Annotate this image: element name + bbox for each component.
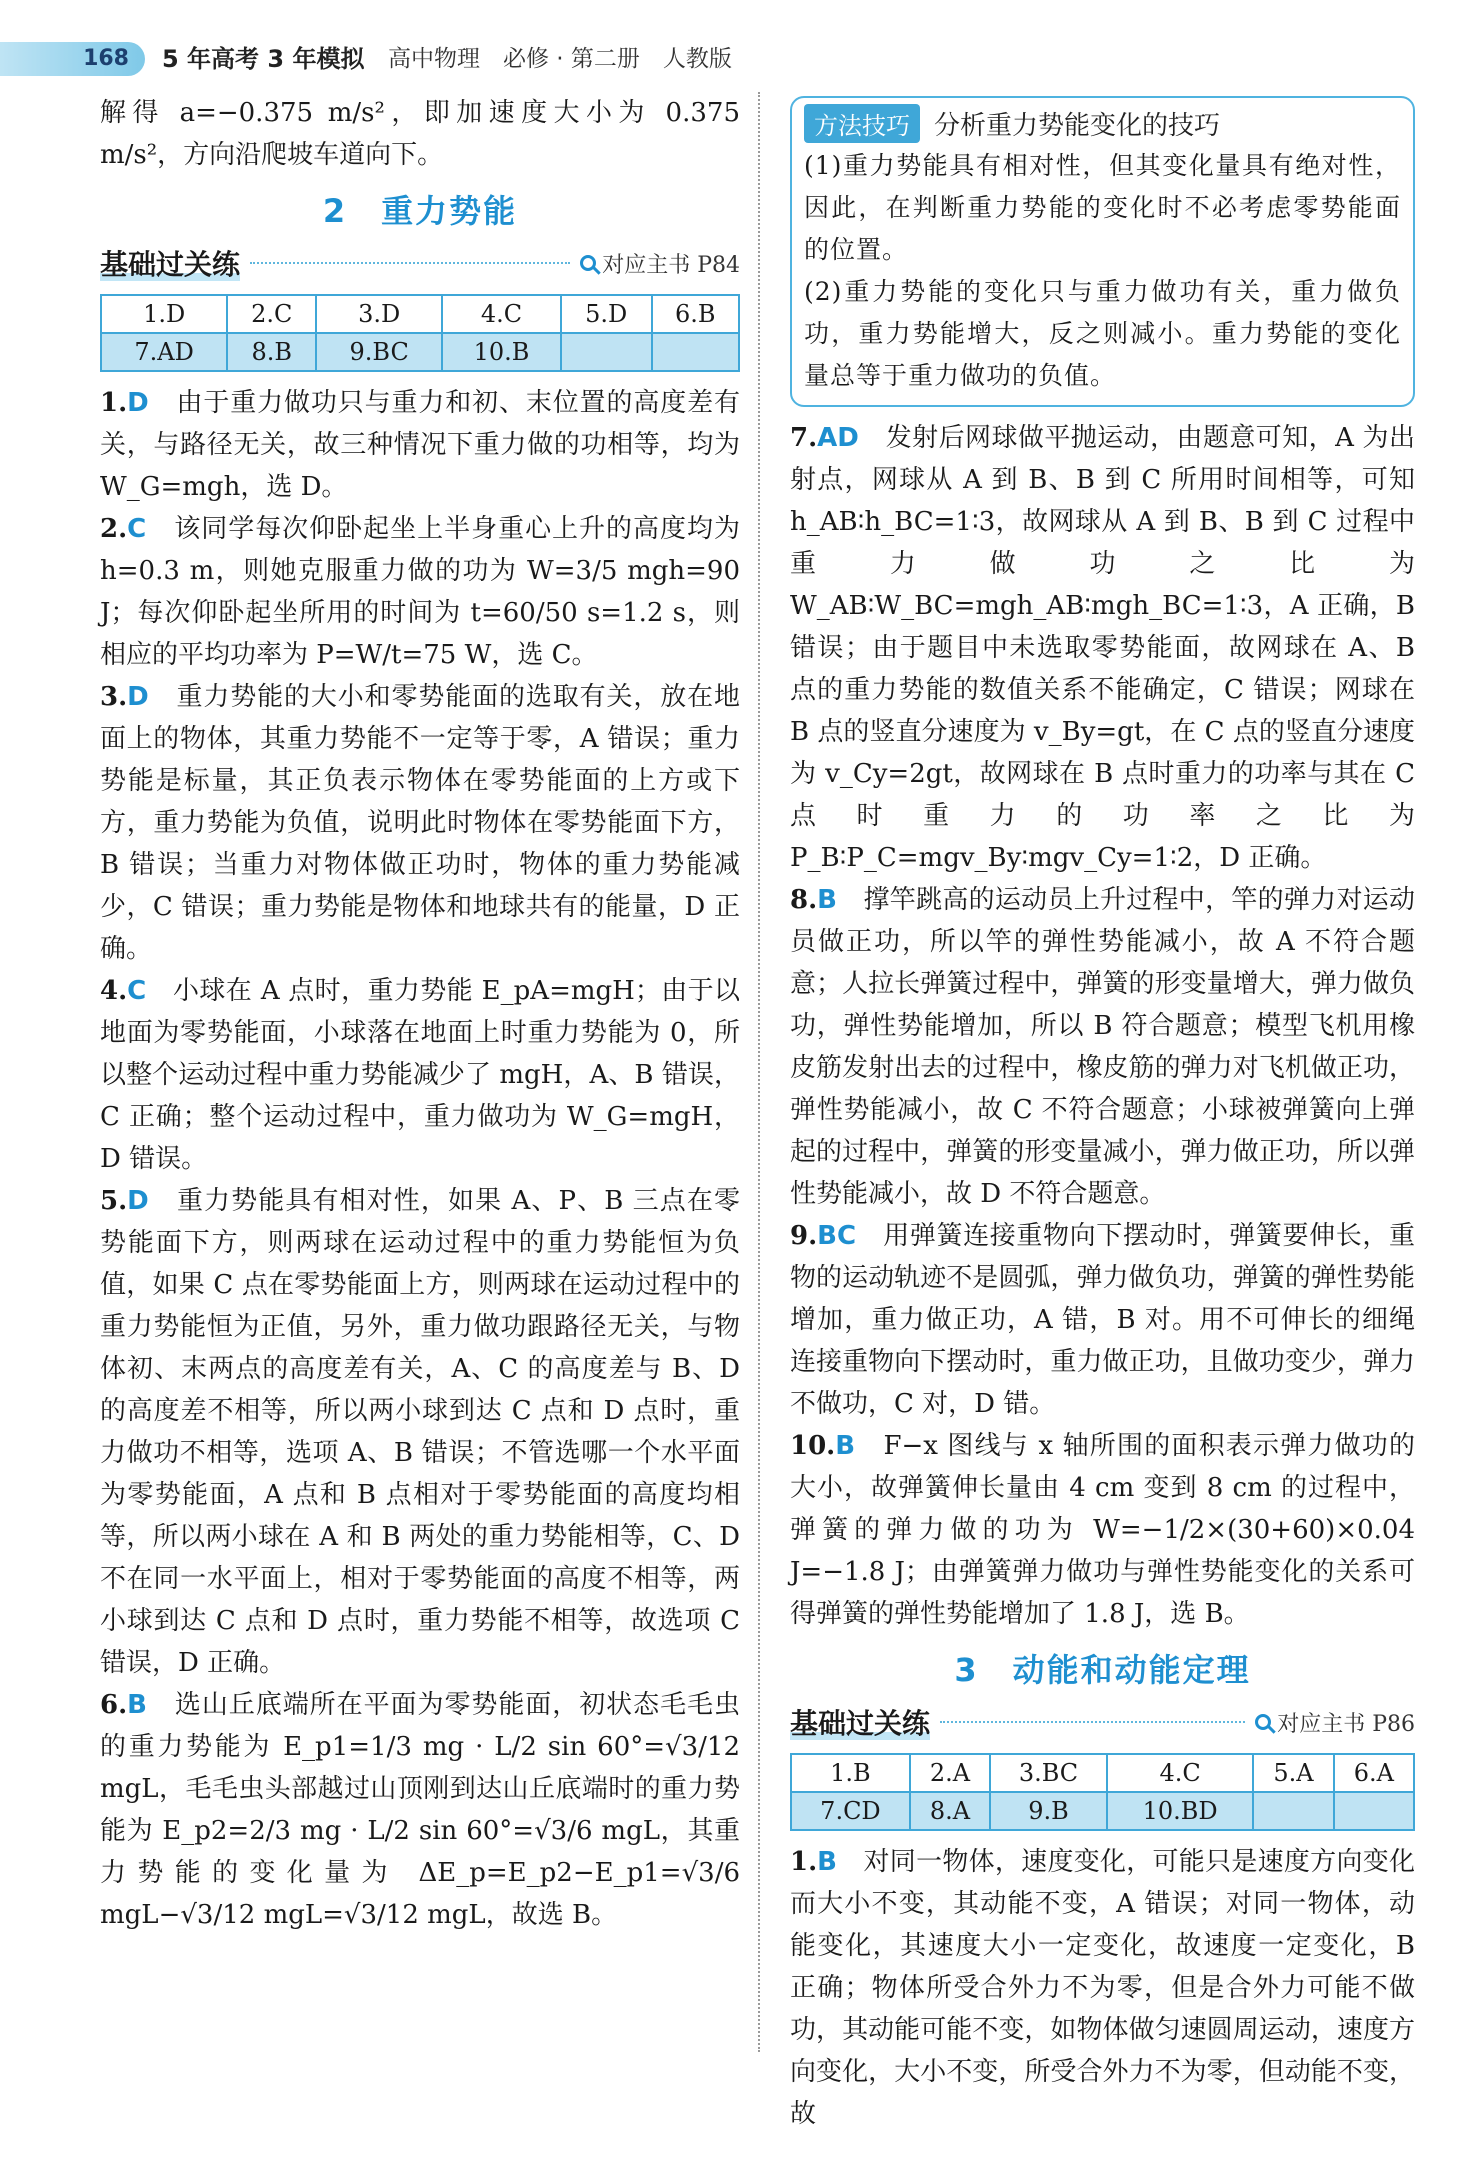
answer-cell: 5.D	[561, 295, 652, 333]
search-icon	[580, 255, 596, 271]
left-column	[100, 92, 740, 1936]
answer-cell	[1253, 1792, 1333, 1830]
tip-paragraph-2: (2)重力势能的变化只与重力做功有关，重力做负功，重力势能增大，反之则减小。重力势能的变化量总等于重力做功的负值。	[804, 277, 1401, 390]
answer-cell: 10.B	[442, 333, 561, 371]
dotted-rule	[250, 262, 570, 264]
tip-title: 分析重力势能变化的技巧	[934, 111, 1221, 141]
answer-cell: 1.B	[791, 1754, 910, 1792]
answer-cell: 7.CD	[791, 1792, 910, 1830]
solution-item-5: 5.D 重力势能具有相对性，如果 A、P、B 三点在零势能面下方，则两球在运动过程中的重力势能恒为负值，如果 C 点在零势能面上方，则两球在运动过程中的重力势能恒为正值，另外，重力做功跟路径无关，与物体初、末两点的高度差有关，A、C 的高度差与 B、D 的高度差不相等，所以两小球到达 C 点和 D 点时，重力做功不相等，选项 A、B 错误；不管选哪一个水平面为零势能面，A 点和 B 点相对于零势能面的高度均相等，所以两小球在 A 和 B 两处的重力势能相等，C、D 不在同一水平面上，相对于零势能面的高度不相等，两小球到达 C 点和 D 点时，重力势能不相等，故选项 C 错误，D 正确。	[100, 1186, 740, 1678]
solution-item-7: 7.AD 发射后网球做平抛运动，由题意可知，A 为出射点，网球从 A 到 B、B 到 C 所用时间相等，可知 h_AB∶h_BC=1∶3，故网球从 A 到 B、B 到 C 过程中重力做功之比为 W_AB∶W_BC=mgh_AB∶mgh_BC=1∶3，A 正确，B 错误；由于题目中未选取零势能面，故网球在 A、B 点的重力势能的数值关系不能确定，C 错误；网球在 B 点的竖直分速度为 v_By=gt，在 C 点的竖直分速度为 v_Cy=2gt，故网球在 B 点时重力的功率与其在 C 点时重力的功率之比为 P_B∶P_C=mgv_By∶mgv_Cy=1∶2，D 正确。	[790, 423, 1415, 873]
answer-cell: 8.A	[910, 1792, 990, 1830]
column-divider	[758, 92, 760, 2052]
answer-cell	[652, 333, 739, 371]
solution-item-1: 1.D 由于重力做功只与重力和初、末位置的高度差有关，与路径无关，故三种情况下重力做的功相等，均为 W_G=mgh，选 D。	[100, 388, 740, 502]
search-icon	[1255, 1714, 1271, 1730]
solution-item-2: 2.C 该同学每次仰卧起坐上半身重心上升的高度均为 h=0.3 m，则她克服重力做的功为 W=3/5 mgh=90 J；每次仰卧起坐所用的时间为 t=60/50 s=1.2 s，则相应的平均功率为 P=W/t=75 W，选 C。	[100, 514, 740, 670]
answer-cell: 2.A	[910, 1754, 990, 1792]
page-number: 168	[0, 42, 145, 76]
answer-cell: 2.C	[227, 295, 316, 333]
solution-item-3: 3.D 重力势能的大小和零势能面的选取有关，放在地面上的物体，其重力势能不一定等于零，A 错误；重力势能是标量，其正负表示物体在零势能面的上方或下方，重力势能为负值，说明此时物体在零势能面下方，B 错误；当重力对物体做正功时，物体的重力势能减少，C 错误；重力势能是物体和地球共有的能量，D 正确。	[100, 682, 740, 964]
answer-table-2	[790, 1753, 1415, 1831]
answer-cell	[1334, 1792, 1414, 1830]
answer-cell: 6.B	[652, 295, 739, 333]
section-3-title: 3 动能和动能定理	[954, 1651, 1251, 1689]
right-column	[790, 92, 1415, 2135]
answer-cell: 10.BD	[1107, 1792, 1254, 1830]
ref-link-2: 对应主书 P86	[1255, 1707, 1415, 1738]
tip-tag: 方法技巧	[804, 104, 920, 143]
answer-cell: 4.C	[442, 295, 561, 333]
answer-table-1	[100, 294, 740, 372]
answer-cell: 3.BC	[990, 1754, 1107, 1792]
solution-item-6: 6.B 选山丘底端所在平面为零势能面，初状态毛毛虫的重力势能为 E_p1=1/3 mg · L/2 sin 60°=√3/12 mgL，毛毛虫头部越过山顶刚到达山丘底端时的重力势能为 E_p2=2/3 mg · L/2 sin 60°=√3/6 mgL，其重力势能的变化量为 ΔE_p=E_p2−E_p1=√3/6 mgL−√3/12 mgL=√3/12 mgL，故选 B。	[100, 1690, 740, 1930]
section-2-title: 2 重力势能	[322, 192, 518, 230]
book-subject: 高中物理 必修 · 第二册 人教版	[388, 46, 732, 72]
book-series: 5 年高考 3 年模拟	[162, 45, 365, 73]
method-tip-box	[790, 96, 1415, 407]
jichu-bar-2	[790, 1699, 1415, 1745]
answer-cell: 4.C	[1107, 1754, 1254, 1792]
answer-cell: 1.D	[101, 295, 227, 333]
jichu-title-2: 基础过关练	[790, 1702, 930, 1742]
solution-item-s3-1: 1.B 对同一物体，速度变化，可能只是速度方向变化而大小不变，其动能不变，A 错误；对同一物体，动能变化，其速度大小一定变化，故速度一定变化，B 正确；物体所受合外力不为零，但是合外力可能不做功，其动能可能不变，如物体做匀速圆周运动，速度方向变化，大小不变，所受合外力不为零，但动能不变，故	[790, 1847, 1415, 2129]
solution-item-4: 4.C 小球在 A 点时，重力势能 E_pA=mgH；由于以地面为零势能面，小球落在地面上时重力势能为 0，所以整个运动过程中重力势能减少了 mgH，A、B 错误，C 正确；整个运动过程中，重力做功为 W_G=mgH，D 错误。	[100, 976, 740, 1174]
answer-cell: 9.B	[990, 1792, 1107, 1830]
answer-cell	[561, 333, 652, 371]
answer-cell: 9.BC	[316, 333, 442, 371]
solution-item-8: 8.B 撑竿跳高的运动员上升过程中，竿的弹力对运动员做正功，所以竿的弹性势能减小，故 A 不符合题意；人拉长弹簧过程中，弹簧的形变量增大，弹力做负功，弹性势能增加，所以 B 符合题意；模型飞机用橡皮筋发射出去的过程中，橡皮筋的弹力对飞机做正功，弹性势能减小，故 C 不符合题意；小球被弹簧向上弹起的过程中，弹簧的形变量减小，弹力做正功，所以弹性势能减小，故 D 不符合题意。	[790, 885, 1415, 1209]
ref-link-1: 对应主书 P84	[580, 248, 740, 279]
tip-paragraph-1: (1)重力势能具有相对性，但其变化量具有绝对性，因此，在判断重力势能的变化时不必考虑零势能面的位置。	[804, 151, 1401, 264]
jichu-title-1: 基础过关练	[100, 243, 240, 283]
answer-cell: 5.A	[1253, 1754, 1333, 1792]
answer-cell: 7.AD	[101, 333, 227, 371]
answer-cell: 3.D	[316, 295, 442, 333]
solution-item-10: 10.B F−x 图线与 x 轴所围的面积表示弹力做功的大小，故弹簧伸长量由 4 cm 变到 8 cm 的过程中，弹簧的弹力做的功为 W=−1/2×(30+60)×0.04 J=−1.8 J；由弹簧弹力做功与弹性势能变化的关系可得弹簧的弹性势能增加了 1.8 J，选 B。	[790, 1431, 1415, 1629]
jichu-bar-1	[100, 240, 740, 286]
answer-cell: 8.B	[227, 333, 316, 371]
page-header	[0, 30, 1468, 86]
solution-item-9: 9.BC 用弹簧连接重物向下摆动时，弹簧要伸长，重物的运动轨迹不是圆弧，弹力做负功，弹簧的弹性势能增加，重力做正功，A 错，B 对。用不可伸长的细绳连接重物向下摆动时，重力做正功，且做功变少，弹力不做功，C 对，D 错。	[790, 1221, 1415, 1419]
dotted-rule	[940, 1721, 1245, 1723]
intro-text: 解得 a=−0.375 m/s²，即加速度大小为 0.375 m/s²，方向沿爬坡车道向下。	[100, 98, 740, 170]
answer-cell: 6.A	[1334, 1754, 1414, 1792]
